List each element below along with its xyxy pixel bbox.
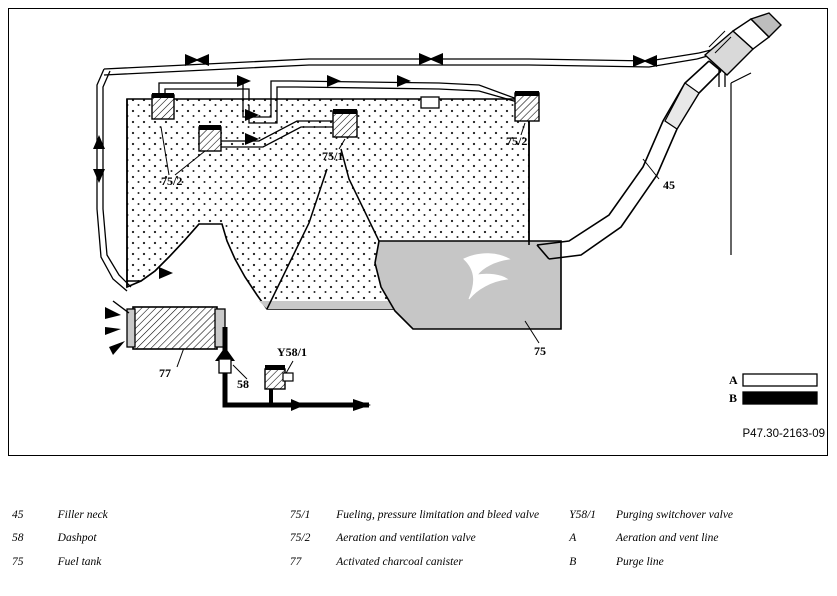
legend-key: 77 — [289, 555, 302, 568]
legend-key: 75 — [12, 555, 24, 568]
legend-desc: Purge line — [615, 555, 664, 568]
legend-desc: Fueling, pressure limitation and bleed valve — [336, 509, 540, 521]
valve-75-2-right — [515, 91, 539, 121]
legend-row — [0, 508, 837, 531]
legend-desc: Dashpot — [57, 532, 97, 545]
valve-75-2-left — [152, 93, 174, 119]
legend-key: 75/2 — [289, 532, 311, 545]
legend — [0, 508, 837, 578]
key-swatch-label-a: A — [729, 373, 738, 387]
callout-77: 77 — [159, 366, 171, 380]
callout-58: 58 — [237, 377, 249, 391]
drawing-number: P47.30-2163-09 — [742, 428, 825, 440]
diagram-frame — [8, 8, 828, 456]
valve-75-2-left-lower — [199, 125, 221, 151]
callout-75-2-right: 75/2 — [506, 134, 528, 148]
filler-neck — [537, 13, 781, 259]
callout-y58-1: Y58/1 — [277, 345, 307, 359]
legend-key: Y58/1 — [569, 509, 597, 521]
legend-desc: Fuel tank — [57, 555, 102, 568]
legend-desc: Purging switchover valve — [615, 509, 734, 521]
legend-key: 45 — [12, 509, 24, 521]
callout-75-1: 75/1 — [322, 149, 344, 163]
purge-line — [225, 327, 369, 405]
legend-key: B — [569, 555, 577, 568]
callout-75: 75 — [534, 344, 546, 358]
valve-75-1 — [333, 109, 357, 137]
legend-key: 75/1 — [289, 509, 311, 521]
legend-desc: Aeration and ventilation valve — [336, 532, 476, 545]
legend-row — [0, 531, 837, 554]
key-swatch-box — [743, 374, 817, 404]
legend-desc: Activated charcoal canister — [336, 555, 463, 568]
callout-45: 45 — [663, 178, 675, 192]
inline-fitting — [421, 97, 439, 108]
fuel-system-diagram — [9, 9, 827, 455]
dashpot — [219, 359, 231, 373]
activated-charcoal-canister — [105, 301, 225, 355]
legend-key: A — [569, 532, 577, 545]
key-swatch-label-b: B — [729, 391, 738, 405]
legend-key: 58 — [12, 532, 24, 545]
legend-desc: Filler neck — [57, 509, 108, 521]
filler-cap — [705, 13, 781, 75]
legend-desc: Aeration and vent line — [615, 532, 719, 545]
callout-75-2-left: 75/2 — [161, 174, 183, 188]
legend-row — [0, 555, 837, 578]
